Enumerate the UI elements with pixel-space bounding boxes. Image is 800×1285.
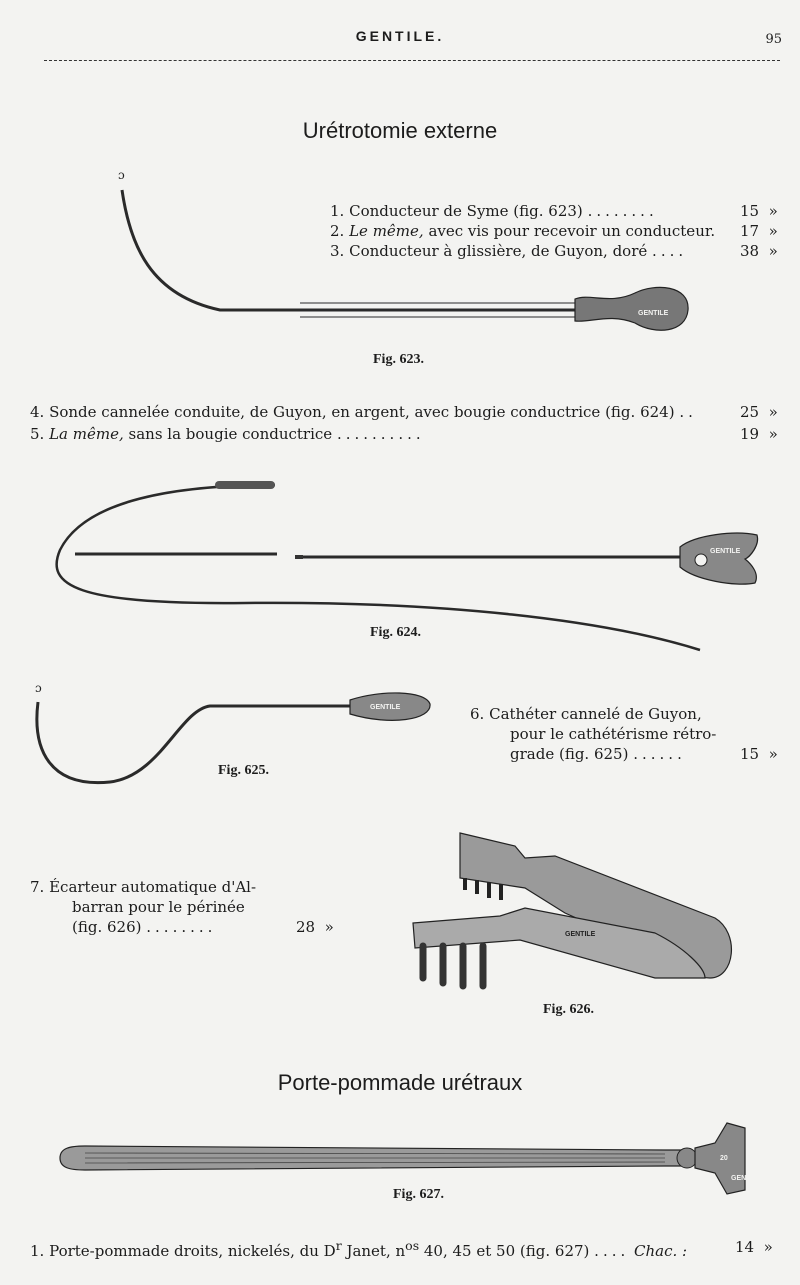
caption-fig-623: Fig. 623.	[373, 352, 424, 367]
stamp-size-627: 20	[720, 1155, 728, 1162]
item-2-price: 17 »	[740, 222, 778, 240]
stamp-gentile-623: GENTILE	[638, 310, 669, 317]
item-6-line3: grade (fig. 625) ......	[510, 745, 686, 763]
item-porte-pommade: 1. Porte-pommade droits, nickelés, du $D^r$ Janet, $n^{os}$ 40, 45 et 50 (fig. 627) .... Chac. :	[30, 1238, 688, 1260]
caption-fig-627: Fig. 627.	[393, 1187, 444, 1202]
item-5-price: 19 »	[740, 425, 778, 443]
item-1-price: 15 »	[740, 202, 778, 220]
header-rule	[44, 60, 780, 61]
stamp-gentile-624: GENTILE	[710, 548, 741, 555]
caption-fig-626: Fig. 626.	[543, 1002, 594, 1017]
item-3: 3. Conducteur à glissière, de Guyon, doré ....	[330, 242, 688, 260]
item-1: 1. Conducteur de Syme (fig. 623) ........	[330, 202, 658, 220]
stamp-gentile-625: GENTILE	[370, 704, 401, 711]
item-4: 4. Sonde cannelée conduite, de Guyon, en argent, avec bougie conductrice (fig. 624) ..	[30, 403, 697, 421]
running-header: GENTILE.	[355, 28, 445, 44]
item-4-price: 25 »	[740, 403, 778, 421]
caption-fig-625: Fig. 625.	[218, 763, 269, 778]
figure-626-albarran-retractor	[405, 828, 740, 998]
figure-627-porte-pommade	[55, 1118, 762, 1198]
stamp-gentile-626: GENTILE	[565, 931, 596, 938]
item-6-line1: 6. Cathéter cannelé de Guyon,	[470, 705, 702, 723]
item-6-line2: pour le cathétérisme rétro-	[510, 725, 717, 743]
section-title-porte-pommade: Porte-pommade urétraux	[277, 1070, 523, 1095]
page-number: 95	[765, 32, 782, 47]
item-6-price: 15 »	[740, 745, 778, 763]
item-5: 5. La même, sans la bougie conductrice ..........	[30, 425, 425, 443]
item-7-line3: (fig. 626) ........	[72, 918, 217, 936]
item-2: 2. Le même, avec vis pour recevoir un conducteur.	[330, 222, 716, 240]
item-7-price: 28 »	[296, 918, 334, 936]
stamp-gentile-627: GENTILE	[731, 1175, 762, 1182]
item-3-price: 38 »	[740, 242, 778, 260]
svg-text:ɔ: ɔ	[118, 168, 125, 182]
item-7-line2: barran pour le périnée	[72, 898, 245, 916]
svg-text:ɔ: ɔ	[35, 681, 42, 695]
item-7-line1: 7. Écarteur automatique d'Al-	[30, 878, 257, 896]
item-porte-pommade-price: 14 »	[735, 1238, 773, 1256]
caption-fig-624: Fig. 624.	[370, 625, 421, 640]
section-title-uretrotomie: Urétrotomie externe	[302, 118, 498, 143]
